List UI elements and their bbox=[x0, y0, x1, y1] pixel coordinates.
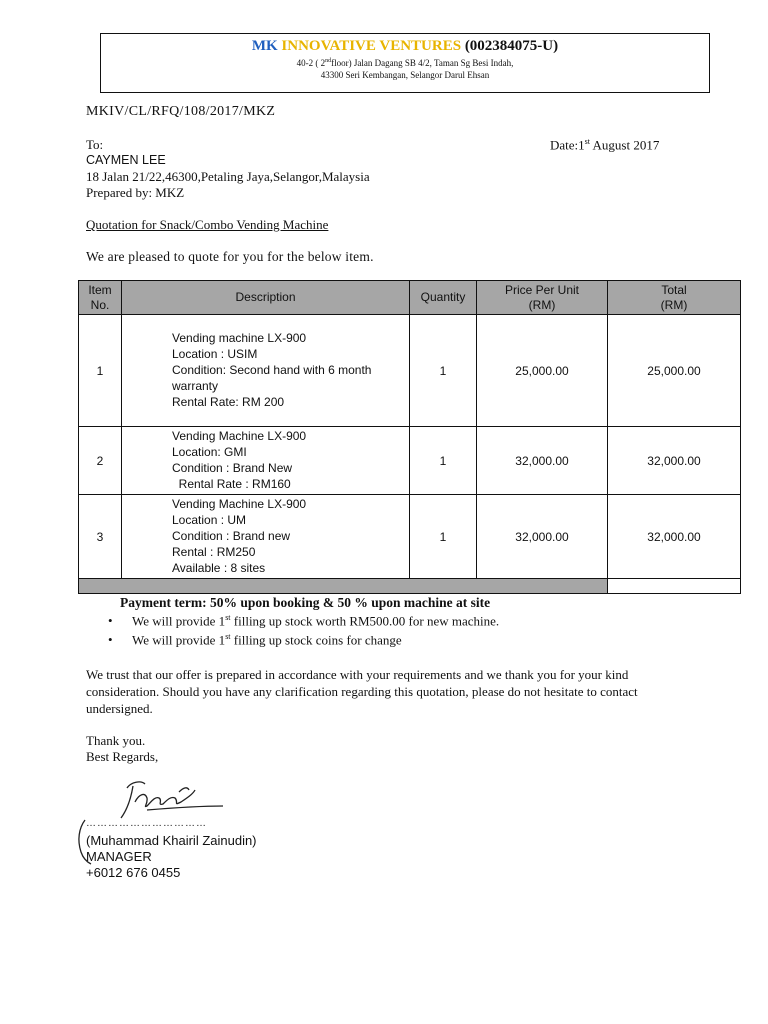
closing-paragraph: We trust that our offer is prepared in accordance with your requirements and we thank you for your kind consideration. Should you have any clarification regarding this quotation, please do not hesitate to contact undersigned. bbox=[86, 667, 638, 716]
bullet-sup: st bbox=[225, 613, 231, 622]
table-footer-row bbox=[79, 579, 741, 594]
desc-line: Available : 8 sites bbox=[172, 561, 266, 575]
header-price-line2: (RM) bbox=[528, 297, 556, 312]
bullet-text: We will provide 1 bbox=[132, 613, 226, 629]
sign-off bbox=[86, 733, 158, 765]
table-header-row bbox=[79, 281, 741, 315]
cell-price: 32,000.00 bbox=[477, 495, 608, 579]
desc-line: Vending Machine LX-900 bbox=[172, 429, 307, 443]
cell-item-no: 2 bbox=[79, 427, 122, 495]
cell-item-no: 3 bbox=[79, 495, 122, 579]
desc-line: Vending machine LX-900 bbox=[172, 331, 307, 345]
cell-price: 32,000.00 bbox=[477, 427, 608, 495]
cell-total: 32,000.00 bbox=[608, 427, 741, 495]
desc-line: Vending Machine LX-900 bbox=[172, 497, 307, 511]
recipient-address: 18 Jalan 21/22,46300,Petaling Jaya,Selangor,Malaysia bbox=[86, 169, 370, 184]
table-row bbox=[79, 427, 741, 495]
signature-line: …………………………… bbox=[86, 818, 207, 829]
table-row bbox=[79, 315, 741, 427]
company-address bbox=[101, 55, 709, 81]
date-prefix: Date:1 bbox=[550, 137, 585, 153]
bullet-sup: st bbox=[225, 632, 231, 641]
header-total bbox=[608, 281, 741, 315]
reference-number: MKIV/CL/RFQ/108/2017/MKZ bbox=[86, 104, 276, 119]
header-quantity: Quantity bbox=[410, 281, 477, 315]
address-part: 40-2 ( 2 bbox=[296, 58, 326, 68]
cell-item-no: 1 bbox=[79, 315, 122, 427]
company-mk: MK bbox=[251, 38, 278, 54]
company-header bbox=[100, 33, 710, 93]
quotation-subject: Quotation for Snack/Combo Vending Machine bbox=[86, 217, 329, 232]
header-item-no-line1: Item bbox=[88, 282, 112, 297]
bullet-icon: • bbox=[108, 632, 113, 648]
header-item-no bbox=[79, 281, 122, 315]
to-label: To: bbox=[86, 137, 104, 152]
cell-price: 25,000.00 bbox=[477, 315, 608, 427]
payment-term: Payment term: 50% upon booking & 50 % upon machine at site bbox=[120, 595, 491, 610]
desc-line: Rental : RM250 bbox=[172, 545, 256, 559]
desc-line: Rental Rate : RM160 bbox=[172, 477, 291, 491]
header-total-line1: Total bbox=[661, 282, 687, 297]
bullet-text: We will provide 1 bbox=[132, 632, 226, 648]
footer-total-cell bbox=[608, 579, 741, 594]
header-item-no-line2: No. bbox=[90, 297, 110, 312]
desc-line: Rental Rate: RM 200 bbox=[172, 395, 285, 409]
footer-shaded-cell bbox=[79, 579, 608, 594]
company-name: INNOVATIVE VENTURES bbox=[281, 38, 462, 54]
signatory-name: (Muhammad Khairil Zainudin) bbox=[86, 833, 257, 848]
cell-total: 32,000.00 bbox=[608, 495, 741, 579]
company-address-line2: 43300 Seri Kembangan, Selangor Darul Ehsan bbox=[320, 70, 490, 80]
intro-text: We are pleased to quote for you for the below item. bbox=[86, 249, 374, 264]
desc-line: Condition : Brand new bbox=[172, 529, 291, 543]
cell-quantity: 1 bbox=[410, 427, 477, 495]
cell-quantity: 1 bbox=[410, 495, 477, 579]
bullet-item bbox=[108, 613, 499, 629]
cell-description bbox=[122, 315, 410, 427]
company-address-line1 bbox=[101, 55, 709, 69]
header-description: Description bbox=[122, 281, 410, 315]
table-row bbox=[79, 495, 741, 579]
cell-description bbox=[122, 495, 410, 579]
desc-line: Condition: Second hand with 6 month bbox=[172, 363, 372, 377]
desc-line: Location: GMI bbox=[172, 445, 247, 459]
desc-line: Location : UM bbox=[172, 513, 247, 527]
bullet-item bbox=[108, 632, 402, 648]
header-total-line2: (RM) bbox=[660, 297, 688, 312]
document-date bbox=[550, 137, 659, 153]
cell-description bbox=[122, 427, 410, 495]
best-regards-text: Best Regards, bbox=[86, 749, 159, 764]
cell-total: 25,000.00 bbox=[608, 315, 741, 427]
bullet-text: filling up stock coins for change bbox=[230, 632, 402, 648]
company-registration: (002384075-U) bbox=[464, 38, 559, 54]
desc-line: Location : USIM bbox=[172, 347, 258, 361]
bullet-text: filling up stock worth RM500.00 for new machine. bbox=[230, 613, 500, 629]
signatory-title: MANAGER bbox=[86, 849, 152, 864]
thank-you-text: Thank you. bbox=[86, 733, 146, 748]
bullet-icon: • bbox=[108, 613, 113, 629]
date-sup: st bbox=[584, 137, 590, 146]
company-title bbox=[101, 38, 709, 55]
header-price bbox=[477, 281, 608, 315]
signatory-block bbox=[86, 833, 257, 881]
quotation-table bbox=[78, 280, 741, 594]
address-part: floor) Jalan Dagang SB 4/2, Taman Sg Besi Indah, bbox=[331, 58, 514, 68]
address-sup: nd bbox=[325, 58, 332, 64]
prepared-by: Prepared by: MKZ bbox=[86, 185, 185, 200]
date-suffix: August 2017 bbox=[590, 137, 660, 153]
recipient-name: CAYMEN LEE bbox=[86, 153, 166, 167]
header-price-line1: Price Per Unit bbox=[504, 282, 580, 297]
desc-line: warranty bbox=[172, 379, 219, 393]
cell-quantity: 1 bbox=[410, 315, 477, 427]
desc-line: Condition : Brand New bbox=[172, 461, 293, 475]
signatory-phone: +6012 676 0455 bbox=[86, 865, 181, 880]
